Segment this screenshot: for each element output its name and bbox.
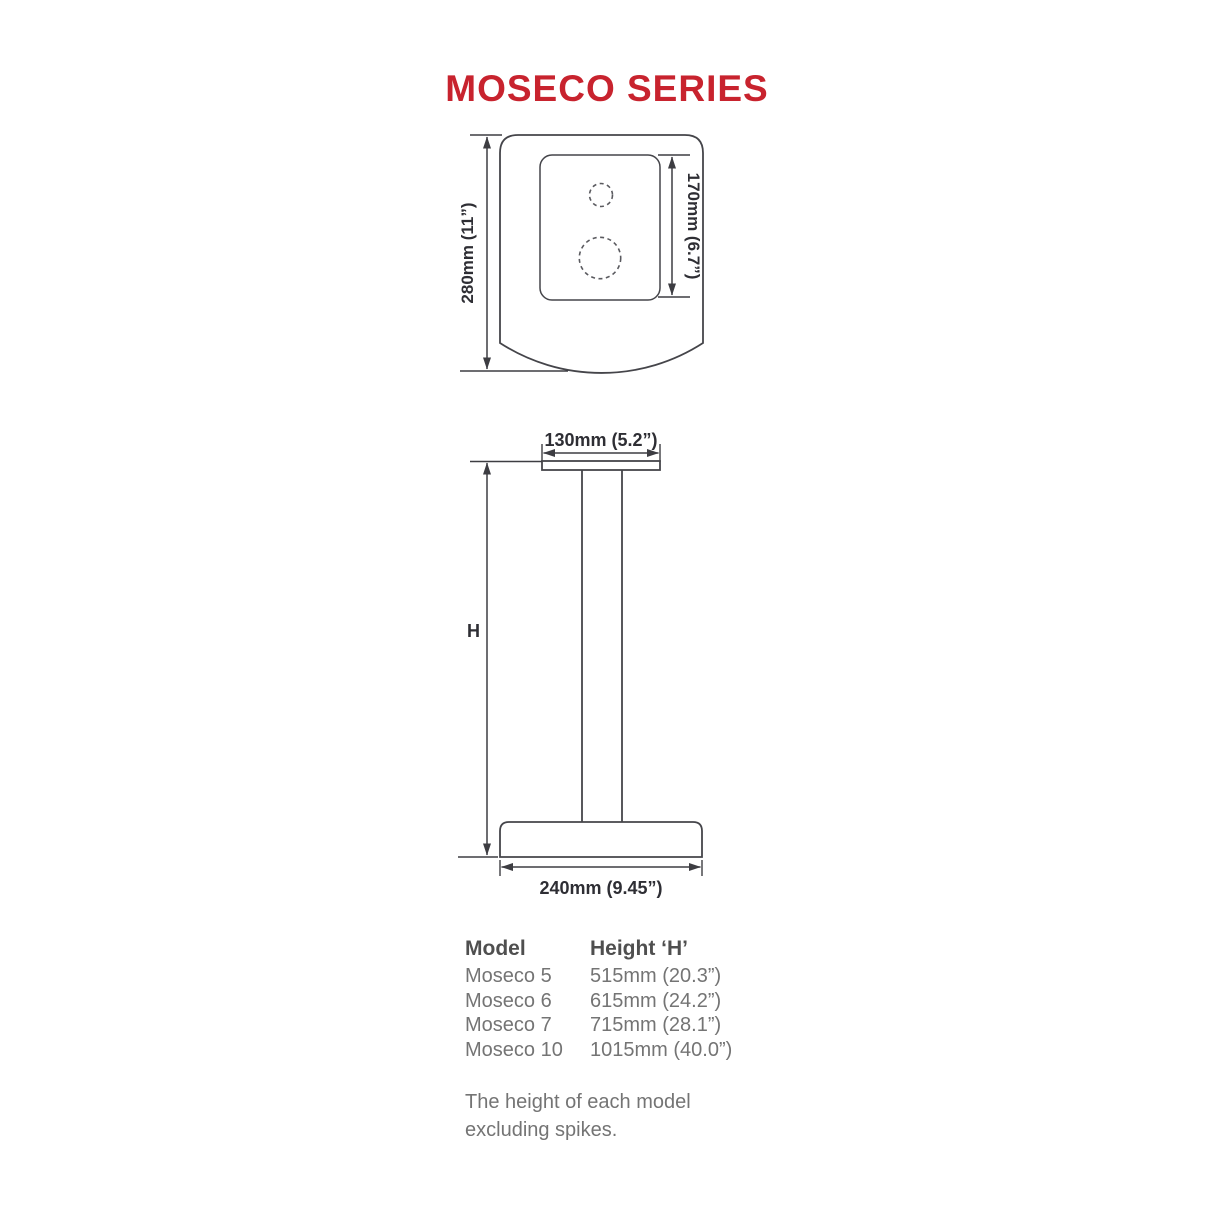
table-row <box>465 989 732 1014</box>
model-height: 515mm (20.3”) <box>590 965 722 987</box>
model-name: Moseco 6 <box>465 989 552 1012</box>
tweeter-cutout-circle <box>590 184 613 207</box>
model-name: Moseco 10 <box>465 1038 563 1061</box>
woofer-cutout-circle <box>579 237 620 278</box>
cutout-height-dimension <box>658 155 703 297</box>
footnote: The height of each model excluding spikes. <box>465 1091 691 1141</box>
base-width-dimension <box>500 860 702 898</box>
plate-depth-label: 280mm (11”) <box>458 202 477 304</box>
top-view-diagram <box>440 125 740 395</box>
stand-base <box>500 822 702 857</box>
page-title: MOSECO SERIES <box>445 68 769 109</box>
height-column-header: Height ‘H’ <box>590 937 688 960</box>
height-dimension <box>458 462 542 858</box>
model-height: 715mm (28.1”) <box>590 1014 722 1036</box>
model-height-table <box>465 936 732 1062</box>
model-height: 615mm (24.2”) <box>590 989 722 1012</box>
model-height: 1015mm (40.0”) <box>590 1038 733 1061</box>
top-plate-width-dimension <box>542 430 660 462</box>
model-name: Moseco 5 <box>465 965 552 987</box>
model-column-header: Model <box>465 937 526 960</box>
plate-depth-dimension <box>458 135 568 371</box>
front-view-diagram <box>440 420 740 905</box>
model-name: Moseco 7 <box>465 1014 552 1036</box>
cutout-height-label: 170mm (6.7”) <box>684 172 703 280</box>
table-row <box>465 1013 732 1038</box>
height-symbol-label: H <box>467 621 480 641</box>
stand-column <box>582 470 622 822</box>
base-width-label: 240mm (9.45”) <box>539 878 663 898</box>
table-row <box>465 964 732 989</box>
table-header-row <box>465 936 732 962</box>
table-row <box>465 1038 732 1063</box>
top-plate-width-label: 130mm (5.2”) <box>544 430 658 450</box>
stand-top-plate <box>542 461 660 470</box>
